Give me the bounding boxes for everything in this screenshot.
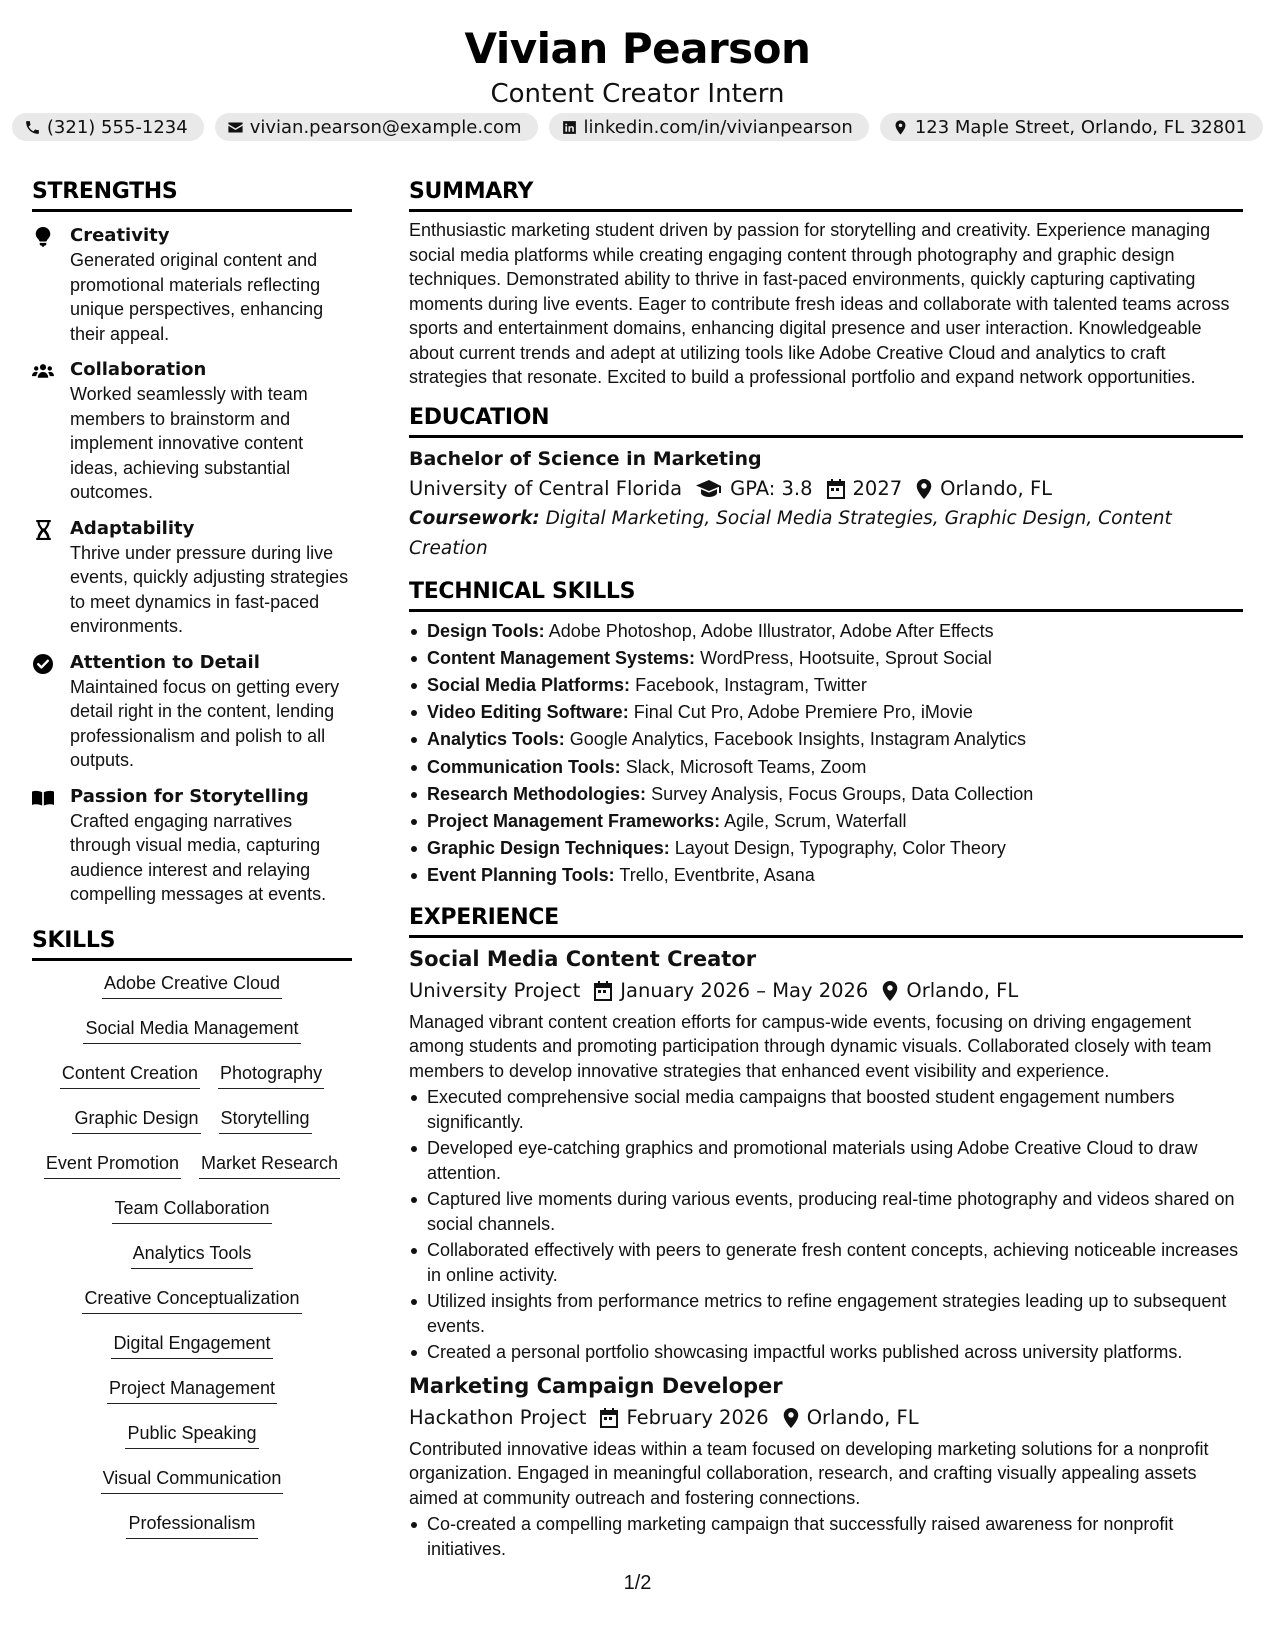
job-location bbox=[783, 1403, 919, 1433]
skill-tag: Social Media Management bbox=[83, 1016, 300, 1044]
skill-row bbox=[32, 1196, 352, 1241]
calendar-icon bbox=[827, 479, 845, 499]
tech-skill-item bbox=[409, 672, 1243, 699]
page-number: 1/2 bbox=[623, 1572, 652, 1594]
job-entry bbox=[409, 944, 1243, 1365]
job-location-text: Orlando, FL bbox=[906, 978, 1019, 1002]
graduation-cap-icon bbox=[696, 480, 722, 498]
envelope-icon bbox=[227, 119, 244, 136]
hourglass-icon bbox=[32, 519, 54, 541]
skill-tag: Adobe Creative Cloud bbox=[102, 971, 282, 999]
tech-skill-label: Project Management Frameworks: bbox=[427, 810, 721, 831]
tech-skill-label: Event Planning Tools: bbox=[427, 865, 615, 886]
strength-desc: Crafted engaging narratives through visual media, capturing audience interest and relaying compelling messages at events. bbox=[70, 810, 327, 904]
gpa-text: GPA: 3.8 bbox=[730, 476, 813, 500]
strength-desc: Worked seamlessly with team members to brainstorm and implement innovative content ideas, achieving substantial outcomes. bbox=[70, 384, 308, 502]
tech-skill-item bbox=[409, 862, 1243, 889]
strengths-heading: STRENGTHS bbox=[32, 178, 352, 212]
job-title: Content Creator Intern bbox=[490, 79, 785, 109]
job-bullets bbox=[409, 1512, 1243, 1561]
location-icon bbox=[783, 1408, 799, 1428]
tech-skill-label: Social Media Platforms: bbox=[427, 674, 631, 695]
strength-item bbox=[32, 224, 352, 346]
skill-row bbox=[32, 1466, 352, 1511]
tech-skill-value: Facebook, Instagram, Twitter bbox=[635, 674, 867, 695]
tech-skill-value: Survey Analysis, Focus Groups, Data Collection bbox=[651, 783, 1034, 804]
skill-tag: Market Research bbox=[199, 1151, 340, 1179]
tech-skill-item bbox=[409, 808, 1243, 835]
tech-skill-item bbox=[409, 618, 1243, 645]
contact-address bbox=[880, 113, 1263, 141]
skills-list bbox=[32, 971, 352, 1556]
contact-email-text: vivian.pearson@example.com bbox=[249, 116, 522, 138]
job-bullets bbox=[409, 1085, 1243, 1365]
skill-row bbox=[32, 1061, 352, 1106]
skill-row bbox=[32, 1241, 352, 1286]
job-org bbox=[409, 1403, 586, 1433]
strength-item bbox=[32, 358, 352, 505]
tech-skill-value: WordPress, Hootsuite, Sprout Social bbox=[700, 647, 992, 668]
contact-address-text: 123 Maple Street, Orlando, FL 32801 bbox=[914, 116, 1248, 138]
tech-skill-value: Adobe Photoshop, Adobe Illustrator, Adobe After Effects bbox=[548, 620, 994, 641]
location-icon bbox=[892, 119, 909, 136]
degree: Bachelor of Science in Marketing bbox=[409, 447, 762, 470]
skill-tag: Professionalism bbox=[126, 1511, 257, 1539]
job-dates bbox=[594, 976, 868, 1006]
graduation-year bbox=[827, 474, 903, 504]
check-circle-icon bbox=[32, 653, 54, 675]
skill-row bbox=[32, 1376, 352, 1421]
coursework-label: Coursework: bbox=[409, 507, 540, 529]
tech-skill-label: Design Tools: bbox=[427, 620, 545, 641]
job-bullet: Executed comprehensive social media campaigns that boosted student engagement numbers significantly. bbox=[409, 1085, 1243, 1134]
skill-tag: Project Management bbox=[107, 1376, 277, 1404]
tech-skill-value: Trello, Eventbrite, Asana bbox=[619, 865, 815, 886]
technical-skills-heading: TECHNICAL SKILLS bbox=[409, 578, 1243, 612]
skill-row bbox=[32, 1106, 352, 1151]
education-location bbox=[916, 474, 1052, 504]
skill-row bbox=[32, 1151, 352, 1196]
tech-skill-label: Video Editing Software: bbox=[427, 702, 629, 723]
tech-skill-item bbox=[409, 645, 1243, 672]
job-dates-text: January 2026 – May 2026 bbox=[620, 978, 869, 1002]
tech-skill-label: Content Management Systems: bbox=[427, 647, 696, 668]
education-meta bbox=[409, 474, 1243, 504]
job-description: Managed vibrant content creation efforts for campus-wide events, focusing on driving engagement among students and promoting participation through dynamic visuals. Collaborated closely with team members to develop innovative strategies that enhanced event visibility and experience. bbox=[409, 1011, 1212, 1081]
skill-row bbox=[32, 1286, 352, 1331]
job-entry bbox=[409, 1371, 1243, 1562]
job-bullet: Captured live moments during various events, producing real-time photography and videos shared on social channels. bbox=[409, 1187, 1243, 1236]
tech-skill-value: Agile, Scrum, Waterfall bbox=[724, 810, 907, 831]
coursework-list: Digital Marketing, Social Media Strategies, Graphic Design, Content Creation bbox=[409, 507, 1172, 559]
strength-desc: Thrive under pressure during live events, quickly adjusting strategies to meet dynamics in fast-paced environments. bbox=[70, 542, 349, 636]
skill-tag: Event Promotion bbox=[44, 1151, 181, 1179]
skill-tag: Creative Conceptualization bbox=[82, 1286, 301, 1314]
users-icon bbox=[32, 360, 54, 382]
strength-desc: Generated original content and promotional materials reflecting unique perspectives, enhancing their appeal. bbox=[70, 250, 324, 344]
strength-title: Adaptability bbox=[70, 517, 195, 539]
job-bullet: Utilized insights from performance metrics to refine engagement strategies leading up to subsequent events. bbox=[409, 1289, 1243, 1338]
job-dates bbox=[600, 1403, 768, 1433]
job-bullet: Co-created a compelling marketing campaign that successfully raised awareness for nonprofit initiatives. bbox=[409, 1512, 1243, 1561]
tech-skill-label: Graphic Design Techniques: bbox=[427, 838, 670, 859]
tech-skill-label: Communication Tools: bbox=[427, 756, 621, 777]
candidate-name: Vivian Pearson bbox=[464, 24, 811, 73]
contact-email[interactable] bbox=[215, 113, 538, 141]
job-location bbox=[882, 976, 1018, 1006]
linkedin-icon bbox=[561, 119, 578, 136]
skill-tag: Content Creation bbox=[60, 1061, 200, 1089]
skill-tag: Public Speaking bbox=[125, 1421, 258, 1449]
job-bullet: Developed eye-catching graphics and promotional materials using Adobe Creative Cloud to draw attention. bbox=[409, 1136, 1243, 1185]
job-bullet: Created a personal portfolio showcasing impactful works published across university platforms. bbox=[409, 1340, 1243, 1365]
strength-title: Passion for Storytelling bbox=[70, 785, 309, 807]
contact-bar bbox=[0, 113, 1275, 141]
skill-tag: Visual Communication bbox=[101, 1466, 284, 1494]
strength-title: Collaboration bbox=[70, 359, 207, 380]
location-icon bbox=[882, 981, 898, 1001]
tech-skill-label: Analytics Tools: bbox=[427, 729, 565, 750]
skill-tag: Photography bbox=[218, 1061, 324, 1089]
strength-title: Attention to Detail bbox=[70, 651, 260, 673]
skill-row bbox=[32, 1511, 352, 1556]
book-open-icon bbox=[32, 787, 54, 809]
job-org-text: Hackathon Project bbox=[409, 1405, 587, 1429]
job-dates-text: February 2026 bbox=[626, 1405, 769, 1429]
strength-title: Creativity bbox=[70, 225, 170, 246]
gpa bbox=[696, 474, 812, 504]
job-meta bbox=[409, 1403, 1243, 1433]
strength-item bbox=[32, 651, 352, 773]
skills-heading: SKILLS bbox=[32, 927, 352, 961]
contact-linkedin-text: linkedin.com/in/vivianpearson bbox=[583, 116, 853, 138]
tech-skill-value: Google Analytics, Facebook Insights, Instagram Analytics bbox=[569, 729, 1026, 750]
tech-skill-item bbox=[409, 754, 1243, 781]
contact-phone-text: (321) 555-1234 bbox=[46, 116, 188, 138]
left-column bbox=[32, 178, 352, 1556]
summary-heading: SUMMARY bbox=[409, 178, 1243, 212]
contact-phone[interactable] bbox=[12, 113, 204, 141]
school-name bbox=[409, 474, 682, 504]
skill-tag: Digital Engagement bbox=[111, 1331, 272, 1359]
experience-heading: EXPERIENCE bbox=[409, 904, 1243, 938]
tech-skill-label: Research Methodologies: bbox=[427, 783, 647, 804]
job-location-text: Orlando, FL bbox=[806, 1405, 919, 1429]
tech-skill-value: Slack, Microsoft Teams, Zoom bbox=[625, 756, 867, 777]
phone-icon bbox=[24, 119, 41, 136]
job-description: Contributed innovative ideas within a team focused on developing marketing solutions for a nonprofit organization. Engaged in meaningful collaboration, research, and crafting visually appealing assets aimed at community outreach and fostering connections. bbox=[409, 1438, 1209, 1508]
coursework bbox=[409, 504, 1243, 564]
year-text: 2027 bbox=[852, 476, 903, 500]
school-text: University of Central Florida bbox=[409, 476, 683, 500]
calendar-icon bbox=[594, 981, 612, 1001]
skill-tag: Graphic Design bbox=[72, 1106, 200, 1134]
job-bullet: Collaborated effectively with peers to generate fresh content concepts, achieving noticeable increases in online activity. bbox=[409, 1238, 1243, 1287]
job-meta bbox=[409, 976, 1243, 1006]
job-title: Social Media Content Creator bbox=[409, 946, 757, 971]
summary-text: Enthusiastic marketing student driven by passion for storytelling and creativity. Experience managing social media platforms while creating engaging content through photography and graphic design techniques. Demonstrated ability to thrive in fast-paced environments, quickly capturing captivating moments during live events. Eager to contribute fresh ideas and collaborate with talented teams across sports and entertainment domains, enhancing digital presence and user interaction. Knowledgeable about current trends and adept at utilizing tools like Adobe Creative Cloud and analytics to craft strategies that resonate. Excited to build a professional portfolio and expand network opportunities. bbox=[409, 220, 1230, 387]
job-org-text: University Project bbox=[409, 978, 581, 1002]
strength-item bbox=[32, 517, 352, 639]
strength-desc: Maintained focus on getting every detail right in the content, lending professionalism and polish to all outputs. bbox=[70, 676, 340, 770]
tech-skill-value: Final Cut Pro, Adobe Premiere Pro, iMovie bbox=[633, 702, 973, 723]
tech-skill-item bbox=[409, 726, 1243, 753]
tech-skill-item bbox=[409, 699, 1243, 726]
skill-row bbox=[32, 1016, 352, 1061]
lightbulb-icon bbox=[32, 226, 54, 248]
skill-tag: Analytics Tools bbox=[131, 1241, 254, 1269]
right-column bbox=[409, 178, 1243, 1561]
skill-tag: Storytelling bbox=[219, 1106, 312, 1134]
skill-row bbox=[32, 971, 352, 1016]
skill-tag: Team Collaboration bbox=[112, 1196, 271, 1224]
contact-linkedin[interactable] bbox=[549, 113, 869, 141]
tech-skill-value: Layout Design, Typography, Color Theory bbox=[674, 838, 1006, 859]
skill-row bbox=[32, 1331, 352, 1376]
technical-skills-list bbox=[409, 618, 1243, 890]
education-heading: EDUCATION bbox=[409, 404, 1243, 438]
calendar-icon bbox=[600, 1408, 618, 1428]
tech-skill-item bbox=[409, 781, 1243, 808]
tech-skill-item bbox=[409, 835, 1243, 862]
skill-row bbox=[32, 1421, 352, 1466]
strength-item bbox=[32, 785, 352, 907]
location-text: Orlando, FL bbox=[940, 476, 1053, 500]
header bbox=[0, 20, 1275, 110]
job-title: Marketing Campaign Developer bbox=[409, 1373, 783, 1398]
location-icon bbox=[916, 479, 932, 499]
job-org bbox=[409, 976, 580, 1006]
